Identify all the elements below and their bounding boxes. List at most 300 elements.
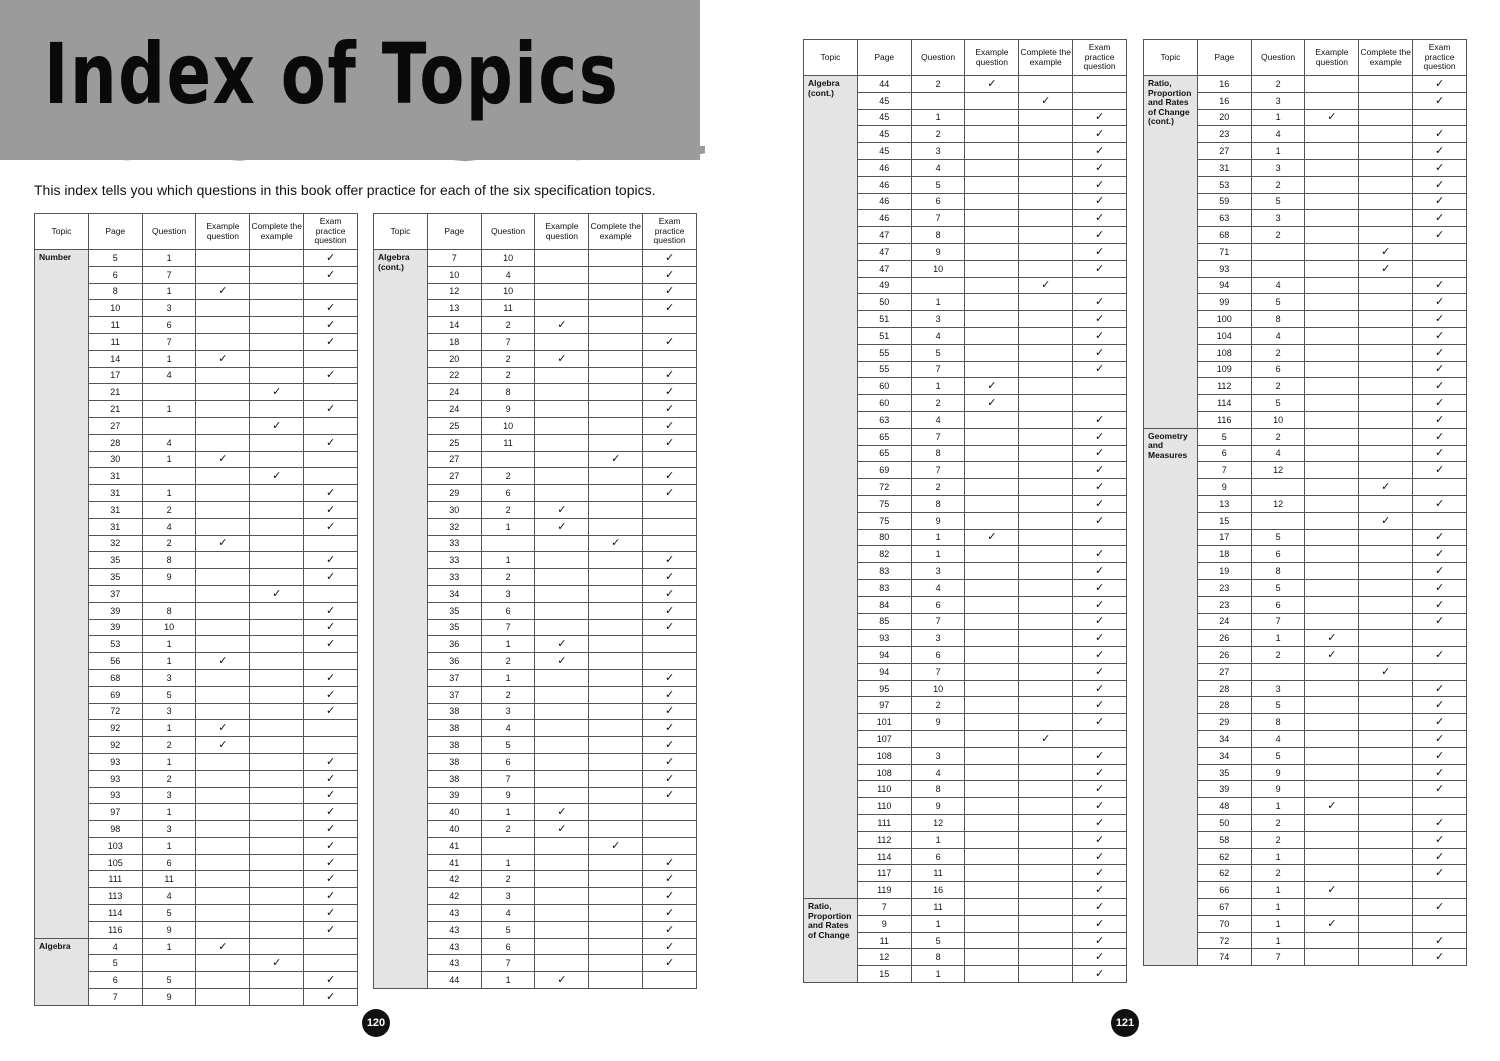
example-tick-cell: [1305, 479, 1359, 496]
page-cell: 51: [857, 327, 911, 344]
page-cell: 92: [88, 737, 142, 754]
page-cell: 27: [427, 468, 481, 485]
page-cell: 63: [857, 411, 911, 428]
question-cell: 2: [142, 535, 196, 552]
example-tick-cell: [196, 300, 250, 317]
example-tick-cell: ✓: [965, 529, 1019, 546]
exam-tick-cell: ✓: [1073, 680, 1127, 697]
example-tick-cell: [965, 176, 1019, 193]
question-cell: 10: [911, 260, 965, 277]
exam-tick-cell: ✓: [1413, 865, 1467, 882]
complete-tick-cell: [250, 787, 304, 804]
example-tick-cell: [535, 938, 589, 955]
example-tick-cell: [1305, 176, 1359, 193]
example-tick-cell: [1305, 714, 1359, 731]
question-cell: 5: [1251, 294, 1305, 311]
exam-tick-cell: ✓: [1073, 294, 1127, 311]
question-cell: 5: [142, 972, 196, 989]
example-tick-cell: [965, 344, 1019, 361]
example-tick-cell: [1305, 949, 1359, 966]
question-cell: 4: [142, 518, 196, 535]
complete-tick-cell: ✓: [589, 535, 643, 552]
page-cell: 108: [1197, 344, 1251, 361]
complete-tick-cell: ✓: [1019, 92, 1073, 109]
exam-tick-cell: ✓: [304, 619, 358, 636]
page-cell: 42: [427, 871, 481, 888]
complete-tick-cell: [1019, 848, 1073, 865]
example-tick-cell: [196, 837, 250, 854]
exam-tick-cell: [304, 938, 358, 955]
page-cell: 17: [88, 367, 142, 384]
example-tick-cell: ✓: [196, 451, 250, 468]
page-cell: 47: [857, 243, 911, 260]
exam-tick-cell: ✓: [643, 485, 697, 502]
exam-tick-cell: ✓: [1413, 680, 1467, 697]
exam-tick-cell: ✓: [1413, 294, 1467, 311]
page-cell: 19: [1197, 563, 1251, 580]
exam-tick-cell: ✓: [1413, 949, 1467, 966]
page-cell: 21: [88, 384, 142, 401]
example-tick-cell: [1305, 159, 1359, 176]
exam-tick-cell: ✓: [1073, 563, 1127, 580]
column-header-exam: Exam practice question: [304, 214, 358, 250]
exam-tick-cell: ✓: [643, 300, 697, 317]
complete-tick-cell: [250, 434, 304, 451]
complete-tick-cell: [1019, 781, 1073, 798]
complete-tick-cell: [1019, 495, 1073, 512]
question-cell: 3: [1251, 159, 1305, 176]
exam-tick-cell: ✓: [304, 602, 358, 619]
exam-tick-cell: ✓: [643, 787, 697, 804]
page-cell: 45: [857, 92, 911, 109]
example-tick-cell: [196, 384, 250, 401]
complete-tick-cell: [250, 703, 304, 720]
exam-tick-cell: [1073, 529, 1127, 546]
complete-tick-cell: [1359, 613, 1413, 630]
example-tick-cell: [196, 552, 250, 569]
complete-tick-cell: [250, 804, 304, 821]
exam-tick-cell: [304, 653, 358, 670]
exam-tick-cell: [304, 585, 358, 602]
question-cell: 4: [1251, 277, 1305, 294]
example-tick-cell: ✓: [535, 501, 589, 518]
page-cell: 44: [857, 76, 911, 93]
page-cell: 69: [857, 462, 911, 479]
example-tick-cell: [965, 731, 1019, 748]
question-cell: 5: [911, 932, 965, 949]
complete-tick-cell: [250, 686, 304, 703]
page-cell: 111: [857, 815, 911, 832]
page-cell: 95: [857, 680, 911, 697]
exam-tick-cell: ✓: [1073, 495, 1127, 512]
question-cell: 8: [911, 227, 965, 244]
example-tick-cell: [965, 630, 1019, 647]
page-cell: 31: [88, 485, 142, 502]
page-cell: 113: [88, 888, 142, 905]
exam-tick-cell: ✓: [1073, 159, 1127, 176]
page-cell: 34: [1197, 747, 1251, 764]
example-tick-cell: [965, 915, 1019, 932]
exam-tick-cell: ✓: [643, 283, 697, 300]
page-cell: 70: [1197, 915, 1251, 932]
page-cell: 92: [88, 720, 142, 737]
exam-tick-cell: ✓: [1413, 613, 1467, 630]
question-cell: 6: [142, 854, 196, 871]
exam-tick-cell: ✓: [1413, 815, 1467, 832]
complete-tick-cell: [250, 451, 304, 468]
question-cell: 8: [1251, 563, 1305, 580]
exam-tick-cell: ✓: [304, 317, 358, 334]
example-tick-cell: [965, 647, 1019, 664]
page-cell: 84: [857, 596, 911, 613]
exam-tick-cell: ✓: [643, 686, 697, 703]
question-cell: 4: [911, 327, 965, 344]
example-tick-cell: [965, 747, 1019, 764]
page-cell: 31: [88, 518, 142, 535]
example-tick-cell: [965, 697, 1019, 714]
question-cell: 4: [1251, 327, 1305, 344]
page-cell: 30: [88, 451, 142, 468]
question-cell: 8: [911, 781, 965, 798]
exam-tick-cell: ✓: [1073, 210, 1127, 227]
exam-tick-cell: [643, 653, 697, 670]
page-cell: 71: [1197, 243, 1251, 260]
exam-tick-cell: ✓: [1413, 546, 1467, 563]
question-cell: 9: [911, 714, 965, 731]
exam-tick-cell: ✓: [304, 485, 358, 502]
exam-tick-cell: ✓: [1073, 630, 1127, 647]
example-tick-cell: [196, 921, 250, 938]
exam-tick-cell: [643, 821, 697, 838]
page-cell: 116: [1197, 411, 1251, 428]
exam-tick-cell: ✓: [1073, 714, 1127, 731]
question-cell: 6: [142, 317, 196, 334]
complete-tick-cell: [250, 569, 304, 586]
exam-tick-cell: [643, 804, 697, 821]
page-cell: 33: [427, 569, 481, 586]
page-cell: 7: [88, 989, 142, 1006]
exam-tick-cell: ✓: [304, 669, 358, 686]
example-tick-cell: [1305, 243, 1359, 260]
complete-tick-cell: [589, 300, 643, 317]
example-tick-cell: [965, 764, 1019, 781]
question-cell: 8: [911, 495, 965, 512]
complete-tick-cell: [589, 401, 643, 418]
page-cell: 46: [857, 210, 911, 227]
question-cell: [481, 535, 535, 552]
exam-tick-cell: ✓: [1413, 747, 1467, 764]
question-cell: 3: [911, 311, 965, 328]
complete-tick-cell: [1359, 731, 1413, 748]
complete-tick-cell: [250, 535, 304, 552]
table-row: [35, 938, 358, 955]
exam-tick-cell: [1073, 92, 1127, 109]
complete-tick-cell: [250, 283, 304, 300]
page-cell: 6: [1197, 445, 1251, 462]
complete-tick-cell: [1359, 798, 1413, 815]
question-cell: 1: [911, 378, 965, 395]
complete-tick-cell: [589, 350, 643, 367]
question-cell: 2: [481, 468, 535, 485]
page-cell: 45: [857, 143, 911, 160]
complete-tick-cell: ✓: [250, 384, 304, 401]
complete-tick-cell: [1359, 395, 1413, 412]
complete-tick-cell: [1019, 479, 1073, 496]
question-cell: 2: [1251, 344, 1305, 361]
complete-tick-cell: [1019, 613, 1073, 630]
example-tick-cell: [965, 663, 1019, 680]
page-cell: 58: [1197, 831, 1251, 848]
page-cell: 23: [1197, 596, 1251, 613]
exam-tick-cell: ✓: [1073, 479, 1127, 496]
page-cell: 20: [1197, 109, 1251, 126]
page-cell: 5: [1197, 428, 1251, 445]
exam-tick-cell: ✓: [643, 703, 697, 720]
example-tick-cell: [535, 417, 589, 434]
exam-tick-cell: ✓: [643, 905, 697, 922]
index-table-2: [373, 213, 697, 989]
example-tick-cell: [1305, 781, 1359, 798]
exam-tick-cell: ✓: [1073, 344, 1127, 361]
column-header-complete: Complete the example: [1359, 40, 1413, 76]
example-tick-cell: [965, 512, 1019, 529]
header-row: [35, 214, 358, 250]
question-cell: 6: [1251, 361, 1305, 378]
question-cell: 16: [911, 882, 965, 899]
exam-tick-cell: ✓: [1413, 411, 1467, 428]
exam-tick-cell: ✓: [1413, 227, 1467, 244]
index-table-3: [803, 39, 1127, 983]
page-cell: 23: [1197, 579, 1251, 596]
example-tick-cell: [535, 686, 589, 703]
exam-tick-cell: ✓: [1073, 781, 1127, 798]
page-cell: 35: [427, 619, 481, 636]
example-tick-cell: [965, 865, 1019, 882]
example-tick-cell: [196, 905, 250, 922]
complete-tick-cell: [589, 417, 643, 434]
page-cell: 38: [427, 720, 481, 737]
complete-tick-cell: [1019, 596, 1073, 613]
exam-tick-cell: ✓: [643, 434, 697, 451]
page-cell: 26: [1197, 630, 1251, 647]
exam-tick-cell: ✓: [1073, 109, 1127, 126]
example-tick-cell: [1305, 445, 1359, 462]
question-cell: 2: [1251, 227, 1305, 244]
complete-tick-cell: [250, 317, 304, 334]
page-cell: 65: [857, 445, 911, 462]
index-table-4: [1143, 39, 1467, 966]
question-cell: 5: [1251, 747, 1305, 764]
page-cell: 111: [88, 871, 142, 888]
question-cell: 2: [911, 697, 965, 714]
complete-tick-cell: [250, 720, 304, 737]
complete-tick-cell: [589, 283, 643, 300]
exam-tick-cell: ✓: [1073, 428, 1127, 445]
question-cell: 1: [1251, 848, 1305, 865]
question-cell: 1: [142, 451, 196, 468]
exam-tick-cell: ✓: [1413, 596, 1467, 613]
exam-tick-cell: ✓: [1413, 395, 1467, 412]
question-cell: 2: [481, 317, 535, 334]
complete-tick-cell: [589, 972, 643, 989]
example-tick-cell: ✓: [1305, 798, 1359, 815]
exam-tick-cell: ✓: [1413, 327, 1467, 344]
exam-tick-cell: ✓: [1073, 747, 1127, 764]
exam-tick-cell: ✓: [304, 770, 358, 787]
page-cell: 119: [857, 882, 911, 899]
complete-tick-cell: [589, 468, 643, 485]
complete-tick-cell: ✓: [1019, 731, 1073, 748]
example-tick-cell: ✓: [196, 938, 250, 955]
exam-tick-cell: ✓: [1413, 462, 1467, 479]
question-cell: 8: [911, 949, 965, 966]
column-header-page: Page: [1197, 40, 1251, 76]
question-cell: 11: [481, 300, 535, 317]
example-tick-cell: [965, 327, 1019, 344]
exam-tick-cell: ✓: [1073, 579, 1127, 596]
page-cell: 35: [427, 602, 481, 619]
example-tick-cell: [535, 283, 589, 300]
exam-tick-cell: ✓: [1413, 714, 1467, 731]
example-tick-cell: [1305, 344, 1359, 361]
page-cell: 13: [1197, 495, 1251, 512]
question-cell: 3: [911, 630, 965, 647]
page-cell: 30: [427, 501, 481, 518]
exam-tick-cell: ✓: [1413, 563, 1467, 580]
question-cell: 2: [911, 126, 965, 143]
exam-tick-cell: ✓: [304, 905, 358, 922]
complete-tick-cell: [1359, 445, 1413, 462]
example-tick-cell: [1305, 92, 1359, 109]
question-cell: 9: [481, 787, 535, 804]
example-tick-cell: [196, 569, 250, 586]
example-tick-cell: [196, 753, 250, 770]
complete-tick-cell: [1359, 596, 1413, 613]
example-tick-cell: [965, 546, 1019, 563]
example-tick-cell: [1305, 815, 1359, 832]
complete-tick-cell: [1019, 865, 1073, 882]
complete-tick-cell: [1019, 663, 1073, 680]
example-tick-cell: [1305, 210, 1359, 227]
exam-tick-cell: ✓: [1073, 462, 1127, 479]
exam-tick-cell: [304, 451, 358, 468]
complete-tick-cell: [1019, 915, 1073, 932]
page-cell: 43: [427, 955, 481, 972]
example-tick-cell: [196, 871, 250, 888]
example-tick-cell: [965, 479, 1019, 496]
example-tick-cell: [1305, 663, 1359, 680]
question-cell: 4: [142, 434, 196, 451]
complete-tick-cell: ✓: [1359, 512, 1413, 529]
question-cell: 11: [911, 865, 965, 882]
complete-tick-cell: [1359, 848, 1413, 865]
question-cell: 1: [911, 915, 965, 932]
question-cell: 3: [142, 300, 196, 317]
complete-tick-cell: [589, 871, 643, 888]
question-cell: 7: [911, 428, 965, 445]
complete-tick-cell: [1019, 680, 1073, 697]
page-cell: 47: [857, 227, 911, 244]
example-tick-cell: [196, 955, 250, 972]
example-tick-cell: [1305, 76, 1359, 93]
example-tick-cell: [965, 143, 1019, 160]
exam-tick-cell: ✓: [643, 753, 697, 770]
banner-torn-edge: [0, 146, 705, 164]
exam-tick-cell: [643, 451, 697, 468]
example-tick-cell: [965, 613, 1019, 630]
complete-tick-cell: [1019, 647, 1073, 664]
page-cell: 93: [88, 753, 142, 770]
page-cell: 68: [1197, 227, 1251, 244]
example-tick-cell: ✓: [535, 804, 589, 821]
complete-tick-cell: [250, 602, 304, 619]
complete-tick-cell: [589, 787, 643, 804]
question-cell: 1: [911, 109, 965, 126]
question-cell: [1251, 512, 1305, 529]
question-cell: 9: [911, 243, 965, 260]
example-tick-cell: ✓: [1305, 882, 1359, 899]
exam-tick-cell: [1413, 915, 1467, 932]
question-cell: 7: [481, 333, 535, 350]
example-tick-cell: ✓: [1305, 647, 1359, 664]
page-cell: 28: [1197, 697, 1251, 714]
exam-tick-cell: [1413, 663, 1467, 680]
example-tick-cell: [535, 468, 589, 485]
example-tick-cell: [196, 250, 250, 267]
complete-tick-cell: [1019, 294, 1073, 311]
exam-tick-cell: ✓: [1413, 126, 1467, 143]
example-tick-cell: [965, 243, 1019, 260]
question-cell: 12: [1251, 495, 1305, 512]
example-tick-cell: [1305, 311, 1359, 328]
question-cell: 1: [1251, 899, 1305, 916]
complete-tick-cell: ✓: [1359, 479, 1413, 496]
exam-tick-cell: ✓: [643, 401, 697, 418]
page-cell: 27: [1197, 663, 1251, 680]
question-cell: 5: [1251, 193, 1305, 210]
complete-tick-cell: [250, 753, 304, 770]
complete-tick-cell: [1359, 815, 1413, 832]
question-cell: 1: [911, 966, 965, 983]
page-cell: 94: [857, 647, 911, 664]
complete-tick-cell: [1359, 193, 1413, 210]
complete-tick-cell: [1019, 697, 1073, 714]
page-cell: 94: [1197, 277, 1251, 294]
complete-tick-cell: [250, 921, 304, 938]
exam-tick-cell: [1073, 76, 1127, 93]
exam-tick-cell: ✓: [1413, 831, 1467, 848]
page-cell: 11: [88, 333, 142, 350]
complete-tick-cell: [1359, 210, 1413, 227]
exam-tick-cell: ✓: [1073, 243, 1127, 260]
exam-tick-cell: ✓: [643, 921, 697, 938]
exam-tick-cell: [1413, 109, 1467, 126]
example-tick-cell: [965, 966, 1019, 983]
exam-tick-cell: ✓: [304, 989, 358, 1006]
column-header-exam: Exam practice question: [643, 214, 697, 250]
complete-tick-cell: [1359, 428, 1413, 445]
page-cell: 6: [88, 266, 142, 283]
question-cell: [142, 417, 196, 434]
complete-tick-cell: [1019, 815, 1073, 832]
complete-tick-cell: [589, 669, 643, 686]
example-tick-cell: [965, 159, 1019, 176]
page-cell: 39: [1197, 781, 1251, 798]
example-tick-cell: [965, 932, 1019, 949]
exam-tick-cell: ✓: [643, 552, 697, 569]
exam-tick-cell: [1413, 512, 1467, 529]
complete-tick-cell: [250, 737, 304, 754]
